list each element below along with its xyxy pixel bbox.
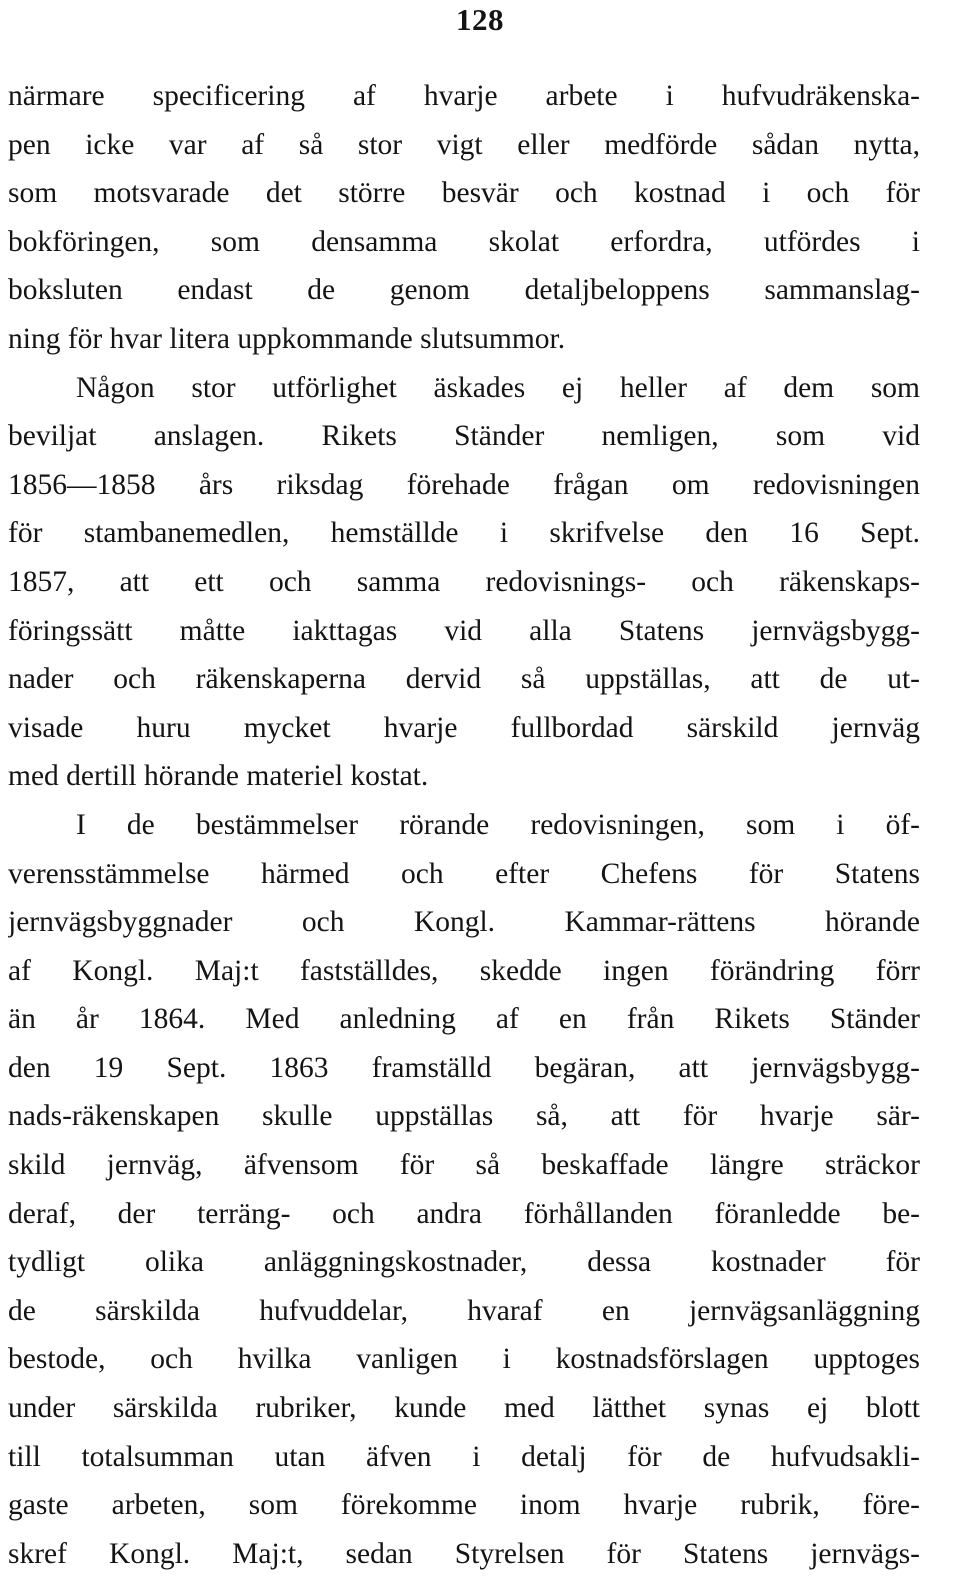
- body-text: [8, 72, 920, 1578]
- text-line: af Kongl. Maj:t fastställdes, skedde ingen förändring förr: [8, 954, 920, 987]
- text-line: med dertill hörande materiel kostat.: [8, 760, 429, 793]
- text-line: som motsvarade det större besvär och kostnad i och för: [8, 177, 920, 210]
- text-line: beviljat anslagen. Rikets Ständer nemligen, som vid: [8, 420, 920, 453]
- text-line: Någon stor utförlighet äskades ej heller af dem som: [76, 371, 920, 404]
- text-line: till totalsumman utan äfven i detalj för de hufvudsakli-: [8, 1440, 920, 1473]
- text-line: 1856—1858 års riksdag förehade frågan om redovisningen: [8, 468, 920, 501]
- text-line: nader och räkenskaperna dervid så uppställas, att de ut-: [8, 663, 920, 696]
- text-line: I de bestämmelser rörande redovisningen, som i öf-: [76, 808, 920, 841]
- text-line: de särskilda hufvuddelar, hvaraf en jernvägsanläggning: [8, 1294, 920, 1327]
- text-line: ning för hvar litera uppkommande slutsummor.: [8, 322, 566, 355]
- text-line: skild jernväg, äfvensom för så beskaffade längre sträckor: [8, 1149, 920, 1182]
- text-line: för stambanemedlen, hemställde i skrifvelse den 16 Sept.: [8, 517, 920, 550]
- text-line: deraf, der terräng- och andra förhållanden föranledde be-: [8, 1197, 920, 1230]
- text-line: 1857, att ett och samma redovisnings- och räkenskaps-: [8, 565, 920, 598]
- text-line: jernvägsbyggnader och Kongl. Kammar-rättens hörande: [8, 906, 920, 939]
- text-line: under särskilda rubriker, kunde med lätthet synas ej blott: [8, 1392, 920, 1425]
- text-line: verensstämmelse härmed och efter Chefens för Statens: [8, 857, 920, 890]
- text-line: tydligt olika anläggningskostnader, dessa kostnader för: [8, 1246, 920, 1279]
- text-line: gaste arbeten, som förekomme inom hvarje rubrik, före-: [8, 1489, 920, 1522]
- text-line: visade huru mycket hvarje fullbordad särskild jernväg: [8, 711, 920, 744]
- text-line: skref Kongl. Maj:t, sedan Styrelsen för Statens jernvägs-: [8, 1537, 920, 1570]
- text-line: nads-räkenskapen skulle uppställas så, att för hvarje sär-: [8, 1100, 920, 1133]
- text-line: pen icke var af så stor vigt eller medförde sådan nytta,: [8, 128, 920, 161]
- text-line: än år 1864. Med anledning af en från Rikets Ständer: [8, 1003, 920, 1036]
- page-number: 128: [456, 2, 504, 37]
- text-line: den 19 Sept. 1863 framställd begäran, att jernvägsbygg-: [8, 1051, 920, 1084]
- text-line: bokföringen, som densamma skolat erfordra, utfördes i: [8, 225, 920, 258]
- text-line: bestode, och hvilka vanligen i kostnadsförslagen upptoges: [8, 1343, 920, 1376]
- text-line: föringssätt måtte iakttagas vid alla Statens jernvägsbygg-: [8, 614, 920, 647]
- text-line: boksluten endast de genom detaljbeloppens sammanslag-: [8, 274, 920, 307]
- text-line: närmare specificering af hvarje arbete i hufvudräkenska-: [8, 80, 920, 112]
